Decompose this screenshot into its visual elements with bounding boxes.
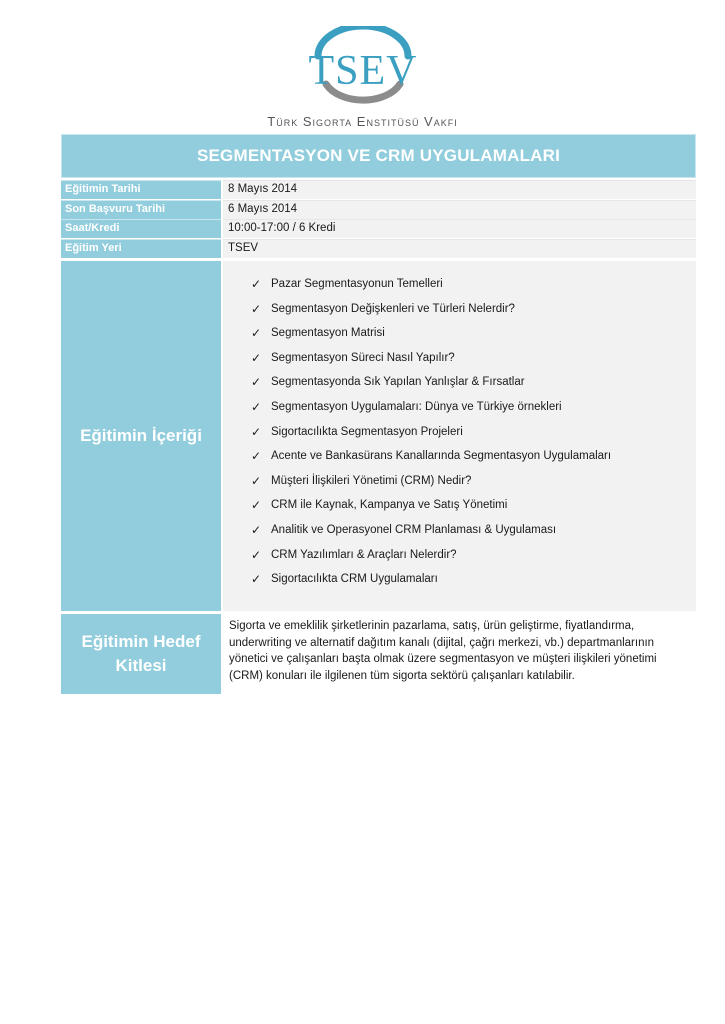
info-row-location [61,239,696,258]
audience-section [61,614,696,694]
info-label: Eğitim Yeri [61,239,221,258]
checkmark-icon: ✓ [251,399,262,414]
list-item-text: Müşteri İlişkileri Yönetimi (CRM) Nedir? [271,474,472,487]
list-item [251,545,696,570]
checkmark-icon: ✓ [251,375,262,390]
list-item-text: CRM ile Kaynak, Kampanya ve Satış Yönetimi [271,499,508,512]
content-section [61,261,696,611]
checkmark-icon: ✓ [251,277,262,291]
checkmark-icon: ✓ [251,572,262,587]
list-item [251,299,696,324]
checkmark-icon: ✓ [251,547,262,562]
audience-text: Sigorta ve emeklilik şirketlerinin pazarlama, satış, ürün geliştirme, fiyatlandırma, underwriting ve alternatif dağıtım kanalı (dijital, çağrı merkezi, vb.) departmanlarının yönetici ve çalışanları başta olmak üzere segmentasyon ve müşteri ilişkileri yönetimi (CRM) konuları ile ilgilenen tüm sigorta sektörü çalışanları katılabilir. [223,614,696,694]
list-item [251,569,696,594]
list-item [251,495,696,520]
content-section-label: Eğitimin İçeriği [61,261,221,611]
info-row-time-credit [61,219,696,238]
logo-graphic [288,26,438,116]
checkmark-icon: ✓ [251,326,262,341]
list-item [251,471,696,496]
info-row-deadline [61,200,696,219]
list-item-text: Segmentasyon Matrisi [271,327,385,340]
info-value: 6 Mayıs 2014 [223,200,696,219]
list-item [251,520,696,545]
page-title: SEGMENTASYON VE CRM UYGULAMALARI [61,134,696,178]
content-section-body [223,261,696,611]
info-label: Eğitimin Tarihi [61,180,221,199]
info-value: 10:00-17:00 / 6 Kredi [223,219,696,238]
list-item [251,397,696,422]
checkmark-icon: ✓ [251,301,262,316]
list-item [251,372,696,397]
list-item-text: Pazar Segmentasyonun Temelleri [271,278,443,290]
checkmark-icon: ✓ [251,449,262,464]
info-value: 8 Mayıs 2014 [223,180,696,199]
audience-section-label [61,614,221,694]
list-item [251,348,696,373]
list-item [251,446,696,471]
checkmark-icon: ✓ [251,498,262,513]
list-item-text: Sigortacılıkta CRM Uygulamaları [271,573,438,586]
list-item-text: Segmentasyon Değişkenleri ve Türleri Nelerdir? [271,302,515,315]
checkmark-icon: ✓ [251,473,262,488]
info-value: TSEV [223,239,696,258]
list-item [251,323,696,348]
foundation-name: Türk Sigorta Enstitüsü Vakfı [267,114,458,129]
list-item-text: Segmentasyon Süreci Nasıl Yapılır? [271,351,455,364]
list-item-text: Segmentasyonda Sık Yapılan Yanlışlar & Fırsatlar [271,376,525,389]
list-item [251,274,696,299]
info-row-date [61,180,696,199]
checkmark-icon: ✓ [251,424,262,439]
list-item-text: CRM Yazılımları & Araçları Nelerdir? [271,548,457,561]
audience-label-text: Eğitimin Hedef Kitlesi [81,632,201,675]
list-item-text: Segmentasyon Uygulamaları: Dünya ve Türkiye örnekleri [271,400,562,413]
content-list [223,261,696,594]
info-label: Saat/Kredi [61,219,221,238]
list-item-text: Acente ve Bankasürans Kanallarında Segmentasyon Uygulamaları [271,450,612,463]
list-item [251,422,696,447]
info-label: Son Başvuru Tarihi [61,200,221,219]
checkmark-icon: ✓ [251,350,262,365]
list-item-text: Sigortacılıkta Segmentasyon Projeleri [271,425,463,438]
logo-text: TSEV [308,48,417,94]
checkmark-icon: ✓ [251,522,262,537]
list-item-text: Analitik ve Operasyonel CRM Planlaması & Uygulaması [271,523,557,536]
